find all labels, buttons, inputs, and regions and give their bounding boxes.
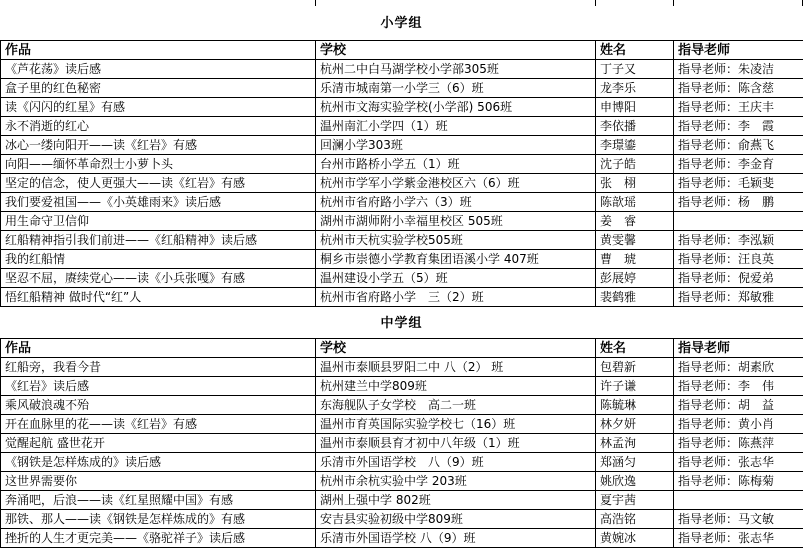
table-header-row — [1, 41, 803, 60]
table-row — [1, 174, 803, 193]
middle-school-title: 中学组 — [380, 316, 423, 331]
cell-name: 裴鹤雅 — [596, 288, 674, 307]
cell-work: 用生命守卫信仰 — [1, 212, 316, 231]
header-work: 作品 — [1, 339, 316, 358]
cell-teacher: 指导老师：胡 益 — [674, 396, 803, 415]
cell-work: 坚定的信念，使人更强大——读《红岩》有感 — [1, 174, 316, 193]
cell-name: 黄雯馨 — [596, 231, 674, 250]
cell-work: 悟红船精神 做时代“红”人 — [1, 288, 316, 307]
cell-teacher: 指导老师：朱凌洁 — [674, 60, 803, 79]
cell-teacher: 指导老师：李 霞 — [674, 117, 803, 136]
cell-school: 杭州建兰中学809班 — [316, 377, 596, 396]
cell-work: 红船精神指引我们前进——《红船精神》读后感 — [1, 231, 316, 250]
cell-work: 那铁、那人——读《钢铁是怎样炼成的》有感 — [1, 510, 316, 529]
cell-school: 湖州市湖师附小幸福里校区 505班 — [316, 212, 596, 231]
cell-school: 乐清市城南第一小学三（6）班 — [316, 79, 596, 98]
cell-name: 李璟鎏 — [596, 136, 674, 155]
cell-work: 冰心一缕向阳开——读《红岩》有感 — [1, 136, 316, 155]
cell-work: 乘风破浪魂不殆 — [1, 396, 316, 415]
header-teacher: 指导老师 — [674, 41, 803, 60]
cell-school: 杭州市天杭实验学校505班 — [316, 231, 596, 250]
cell-name: 张 栩 — [596, 174, 674, 193]
cell-teacher: 指导老师：杨 鹏 — [674, 193, 803, 212]
cell-teacher: 指导老师：俞燕飞 — [674, 136, 803, 155]
cell-teacher: 指导老师：张志华 — [674, 529, 803, 548]
table-row — [1, 415, 803, 434]
cell-teacher: 指导老师：马文敏 — [674, 510, 803, 529]
cell-school: 温州市泰顺县育才初中八年级（1）班 — [316, 434, 596, 453]
cell-teacher: 指导老师：毛颖斐 — [674, 174, 803, 193]
cell-work: 盒子里的红色秘密 — [1, 79, 316, 98]
cell-name: 曹 琥 — [596, 250, 674, 269]
table-row — [1, 288, 803, 307]
cell-school: 杭州市省府路小学六（3）班 — [316, 193, 596, 212]
table-row — [1, 358, 803, 377]
cell-work: 觉醒起航 盛世花开 — [1, 434, 316, 453]
cell-school: 回澜小学303班 — [316, 136, 596, 155]
cell-teacher: 指导老师：李 伟 — [674, 377, 803, 396]
table-row — [1, 79, 803, 98]
cell-teacher: 指导老师：黄小肖 — [674, 415, 803, 434]
cell-work: 这世界需要你 — [1, 472, 316, 491]
cell-work: 坚忍不屈，赓续党心——读《小兵张嘎》有感 — [1, 269, 316, 288]
table-row — [1, 231, 803, 250]
cell-teacher — [674, 212, 803, 231]
table-row — [1, 60, 803, 79]
table-row — [1, 434, 803, 453]
header-school: 学校 — [316, 41, 596, 60]
cell-name: 彭展婷 — [596, 269, 674, 288]
table-row — [1, 472, 803, 491]
top-border — [0, 0, 803, 6]
cell-teacher: 指导老师：倪爱弟 — [674, 269, 803, 288]
cell-name: 丁子又 — [596, 60, 674, 79]
cell-teacher: 指导老师：李金育 — [674, 155, 803, 174]
header-work: 作品 — [1, 41, 316, 60]
cell-teacher: 指导老师：陈梅菊 — [674, 472, 803, 491]
cell-name: 姚欣逸 — [596, 472, 674, 491]
table-row — [1, 396, 803, 415]
primary-school-title: 小学组 — [380, 16, 423, 31]
cell-name: 陈歆瑶 — [596, 193, 674, 212]
table-row — [1, 117, 803, 136]
cell-teacher — [674, 491, 803, 510]
cell-work: 红船旁，我看今昔 — [1, 358, 316, 377]
cell-teacher: 指导老师：张志华 — [674, 453, 803, 472]
cell-school: 杭州市省府路小学 三（2）班 — [316, 288, 596, 307]
cell-work: 开在血脉里的花——读《红岩》有感 — [1, 415, 316, 434]
cell-name: 姜 睿 — [596, 212, 674, 231]
table-row — [1, 193, 803, 212]
primary-school-table — [0, 40, 803, 307]
table-row — [1, 269, 803, 288]
table-row — [1, 453, 803, 472]
table-row — [1, 491, 803, 510]
table-row — [1, 377, 803, 396]
cell-teacher: 指导老师：陈含慈 — [674, 79, 803, 98]
cell-name: 陈毓琳 — [596, 396, 674, 415]
table-row — [1, 98, 803, 117]
cell-school: 温州市育英国际实验学校七（16）班 — [316, 415, 596, 434]
cell-work: 挫折的人生才更完美——《骆驼祥子》读后感 — [1, 529, 316, 548]
cell-work: 向阳——缅怀革命烈士小萝卜头 — [1, 155, 316, 174]
cell-school: 杭州市余杭实验中学 203班 — [316, 472, 596, 491]
cell-teacher: 指导老师：李泓颖 — [674, 231, 803, 250]
cell-school: 桐乡市崇德小学教育集团语溪小学 407班 — [316, 250, 596, 269]
cell-name: 夏宇茜 — [596, 491, 674, 510]
cell-teacher: 指导老师：汪良英 — [674, 250, 803, 269]
cell-work: 我的红船情 — [1, 250, 316, 269]
cell-school: 杭州二中白马湖学校小学部305班 — [316, 60, 596, 79]
cell-school: 台州市路桥小学五（1）班 — [316, 155, 596, 174]
cell-school: 乐清市外国语学校 八（9）班 — [316, 529, 596, 548]
cell-school: 乐清市外国语学校 八（9）班 — [316, 453, 596, 472]
cell-school: 湖州上强中学 802班 — [316, 491, 596, 510]
cell-school: 安吉县实验初级中学809班 — [316, 510, 596, 529]
middle-school-table — [0, 338, 803, 548]
cell-school: 东海舰队子女学校 高二一班 — [316, 396, 596, 415]
header-name: 姓名 — [596, 339, 674, 358]
cell-work: 《钢铁是怎样炼成的》读后感 — [1, 453, 316, 472]
cell-name: 郑涵匀 — [596, 453, 674, 472]
cell-work: 我们要爱祖国——《小英雄雨来》读后感 — [1, 193, 316, 212]
cell-work: 奔涌吧，后浪——读《红星照耀中国》有感 — [1, 491, 316, 510]
cell-teacher: 指导老师：郑敏雅 — [674, 288, 803, 307]
cell-school: 温州南汇小学四（1）班 — [316, 117, 596, 136]
table-row — [1, 212, 803, 231]
header-school: 学校 — [316, 339, 596, 358]
cell-school: 杭州市学军小学紫金港校区六（6）班 — [316, 174, 596, 193]
cell-name: 李依播 — [596, 117, 674, 136]
cell-name: 林孟洵 — [596, 434, 674, 453]
cell-work: 《芦花荡》读后感 — [1, 60, 316, 79]
cell-name: 沈子皓 — [596, 155, 674, 174]
header-teacher: 指导老师 — [674, 339, 803, 358]
cell-name: 申博阳 — [596, 98, 674, 117]
cell-name: 高浩铭 — [596, 510, 674, 529]
cell-name: 包碧新 — [596, 358, 674, 377]
cell-name: 黄婉冰 — [596, 529, 674, 548]
cell-work: 《红岩》读后感 — [1, 377, 316, 396]
table-row — [1, 510, 803, 529]
cell-teacher: 指导老师：陈燕萍 — [674, 434, 803, 453]
cell-work: 永不消逝的红心 — [1, 117, 316, 136]
cell-name: 龙李乐 — [596, 79, 674, 98]
cell-name: 许子谦 — [596, 377, 674, 396]
cell-school: 温州市泰顺县罗阳二中 八（2） 班 — [316, 358, 596, 377]
cell-teacher: 指导老师：胡素欣 — [674, 358, 803, 377]
table-row — [1, 136, 803, 155]
cell-name: 林夕妍 — [596, 415, 674, 434]
table-row — [1, 155, 803, 174]
cell-school: 温州建设小学五（5）班 — [316, 269, 596, 288]
table-row — [1, 250, 803, 269]
cell-school: 杭州市文海实验学校(小学部) 506班 — [316, 98, 596, 117]
cell-work: 读《闪闪的红星》有感 — [1, 98, 316, 117]
table-header-row — [1, 339, 803, 358]
table-row — [1, 529, 803, 548]
cell-teacher: 指导老师：王庆丰 — [674, 98, 803, 117]
header-name: 姓名 — [596, 41, 674, 60]
